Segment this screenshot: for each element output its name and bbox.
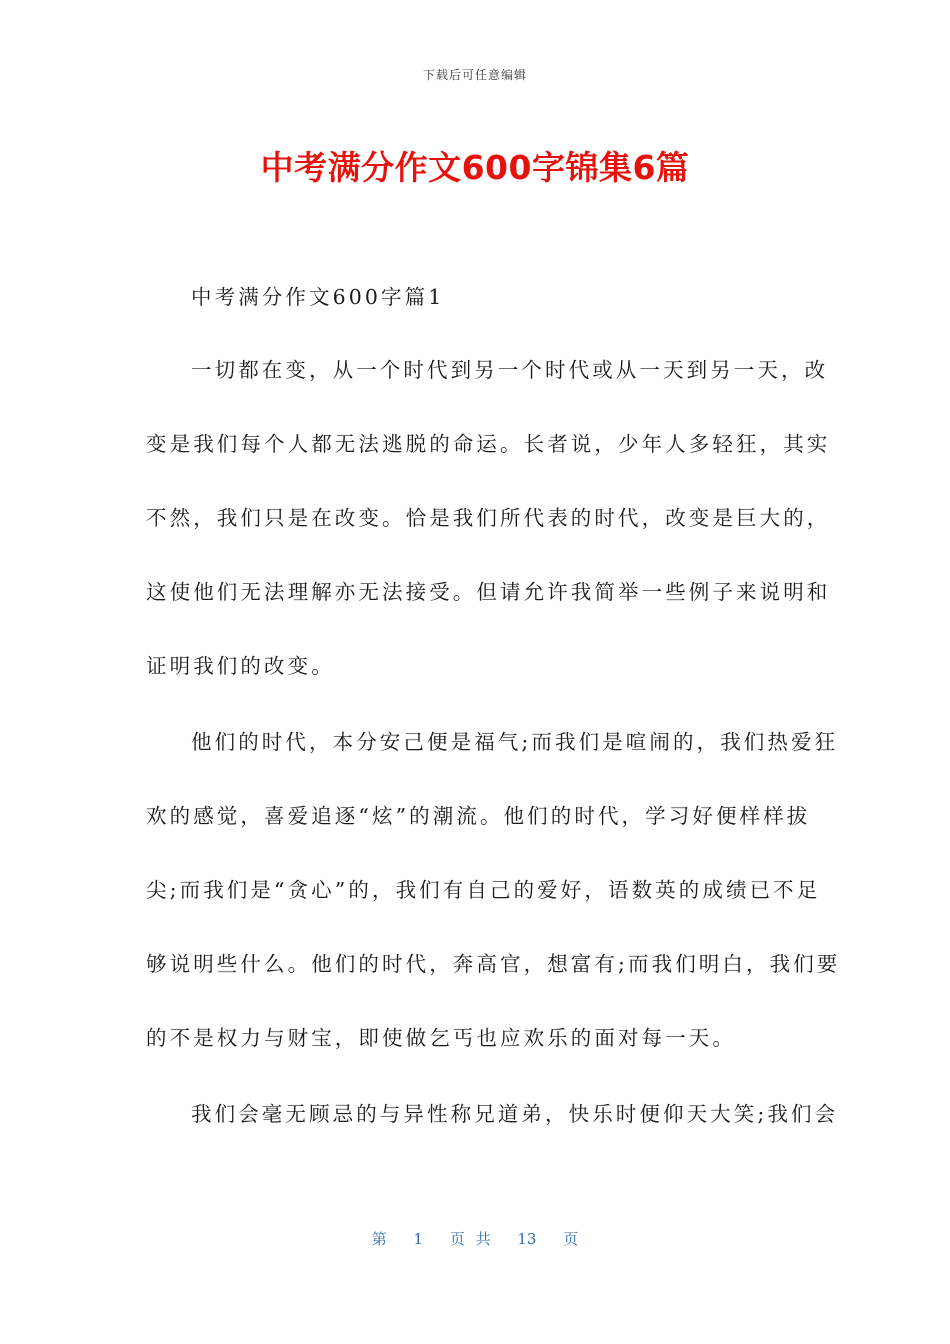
header-note: 下载后可任意编辑 xyxy=(422,68,527,82)
paragraph-line: 的不是权力与财宝，即使做乞丐也应欢乐的面对每一天。 xyxy=(146,1026,736,1050)
footer-page-number: 1 xyxy=(413,1230,424,1248)
paragraph-line: 够说明些什么。他们的时代，奔高官，想富有;而我们明白，我们要 xyxy=(146,952,841,976)
paragraph-line: 我们会毫无顾忌的与异性称兄道弟，快乐时便仰天大笑;我们会 xyxy=(191,1102,839,1126)
page-footer xyxy=(0,1228,950,1249)
paragraph-line: 不然，我们只是在改变。恰是我们所代表的时代，改变是巨大的， xyxy=(146,506,831,530)
footer-prefix: 第 xyxy=(371,1230,387,1248)
paragraph-line: 变是我们每个人都无法逃脱的命运。长者说，少年人多轻狂，其实 xyxy=(146,432,831,456)
footer-total-pages: 13 xyxy=(517,1230,537,1248)
footer-suffix: 页 xyxy=(563,1230,579,1248)
section-heading: 中考满分作文600字篇1 xyxy=(191,285,445,309)
footer-middle: 页 共 xyxy=(449,1230,491,1248)
paragraph-line: 证明我们的改变。 xyxy=(146,654,335,678)
paragraph-line: 尖;而我们是“贪心”的，我们有自己的爱好，语数英的成绩已不足 xyxy=(146,878,821,902)
paragraph-line: 这使他们无法理解亦无法接受。但请允许我简举一些例子来说明和 xyxy=(146,580,831,604)
document-title: 中考满分作文600字锦集6篇 xyxy=(260,148,690,187)
paragraph-line: 他们的时代，本分安己便是福气;而我们是喧闹的，我们热爱狂 xyxy=(191,730,839,754)
paragraph-line: 一切都在变，从一个时代到另一个时代或从一天到另一天，改 xyxy=(191,358,829,382)
paragraph-line: 欢的感觉，喜爱追逐“炫”的潮流。他们的时代，学习好便样样拔 xyxy=(146,804,811,828)
